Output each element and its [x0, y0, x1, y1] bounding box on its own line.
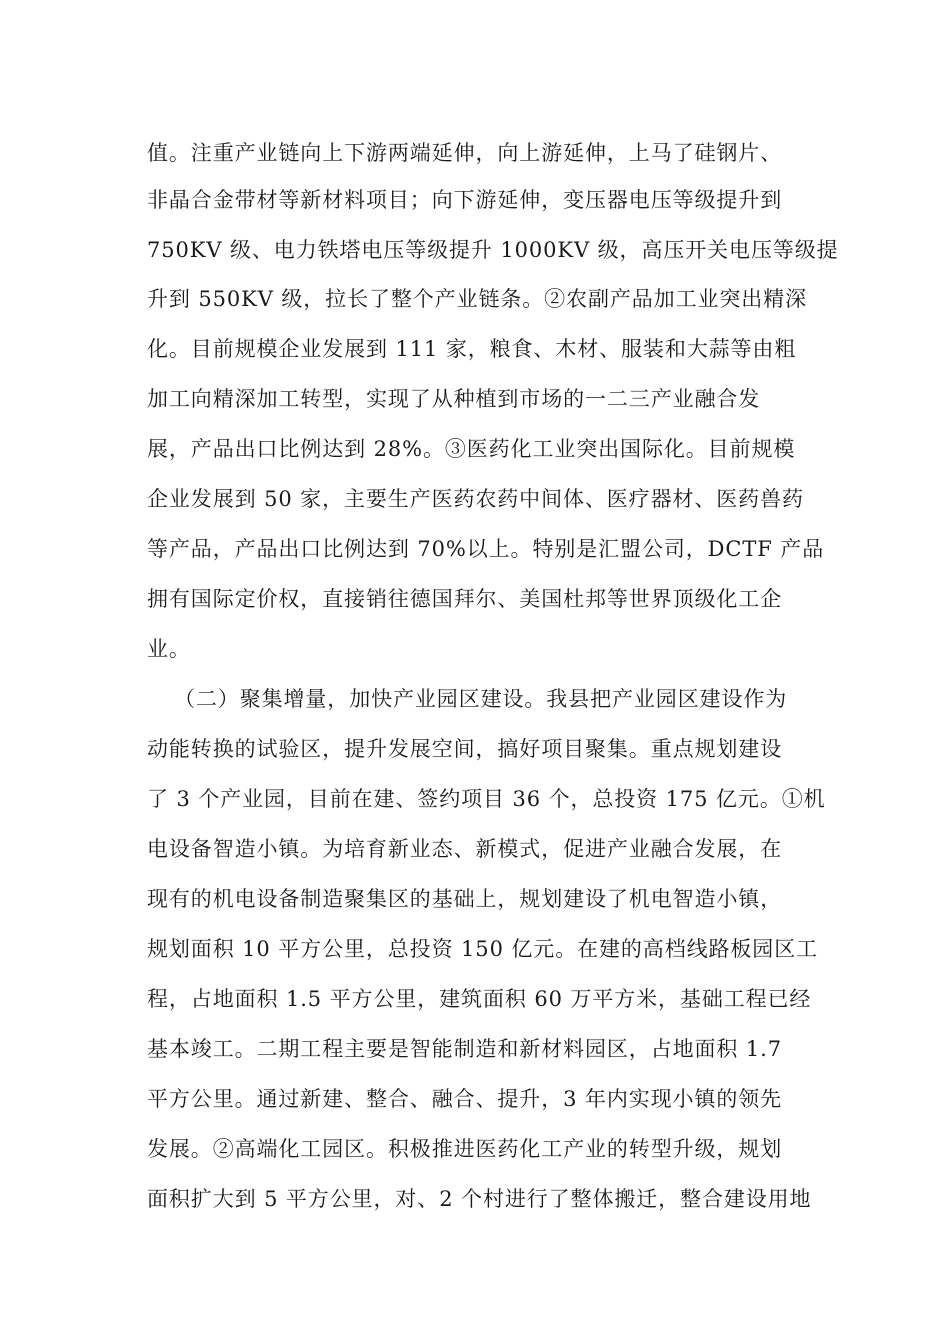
paragraph-line: 升到 550KV 级，拉长了整个产业链条。②农副产品加工业突出精深 — [147, 287, 807, 311]
paragraph-line: 等产品，产品出口比例达到 70%以上。特别是汇盟公司，DCTF 产品 — [147, 537, 825, 561]
paragraph-line: 规划面积 10 平方公里，总投资 150 亿元。在建的高档线路板园区工 — [147, 937, 819, 961]
paragraph-line: 现有的机电设备制造聚集区的基础上，规划建设了机电智造小镇， — [147, 887, 783, 911]
paragraph-line: 业。 — [147, 637, 191, 661]
paragraph-line: 企业发展到 50 家，主要生产医药农药中间体、医疗器材、医药兽药 — [147, 487, 804, 511]
paragraph-line: 加工向精深加工转型，实现了从种植到市场的一二三产业融合发 — [147, 387, 761, 411]
paragraph-line: 程，占地面积 1.5 平方公里，建筑面积 60 万平方米，基础工程已经 — [147, 987, 812, 1011]
paragraph-line: 平方公里。通过新建、整合、融合、提升，3 年内实现小镇的领先 — [147, 1087, 783, 1111]
paragraph-line: 非晶合金带材等新材料项目；向下游延伸，变压器电压等级提升到 — [147, 188, 783, 212]
paragraph-line: 面积扩大到 5 平方公里，对、2 个村进行了整体搬迁，整合建设用地 — [147, 1187, 812, 1211]
paragraph-line: 化。目前规模企业发展到 111 家，粮食、木材、服装和大蒜等由粗 — [147, 337, 797, 361]
paragraph-line: 发展。②高端化工园区。积极推进医药化工产业的转型升级，规划 — [147, 1137, 783, 1161]
paragraph-line: 基本竣工。二期工程主要是智能制造和新材料园区，占地面积 1.7 — [147, 1037, 782, 1061]
paragraph-line: 展，产品出口比例达到 28%。③医药化工业突出国际化。目前规模 — [147, 437, 796, 461]
paragraph-line: 电设备智造小镇。为培育新业态、新模式，促进产业融合发展，在 — [147, 837, 783, 861]
paragraph-line: 值。注重产业链向上下游两端延伸，向上游延伸，上马了硅钢片、 — [147, 141, 783, 165]
paragraph-line: 动能转换的试验区，提升发展空间，搞好项目聚集。重点规划建设 — [147, 737, 783, 761]
paragraph-line: 拥有国际定价权，直接销往德国拜尔、美国杜邦等世界顶级化工企 — [147, 587, 783, 611]
paragraph-line: 750KV 级、电力铁塔电压等级提升 1000KV 级，高压开关电压等级提 — [147, 238, 839, 262]
paragraph-line: 了 3 个产业园，目前在建、签约项目 36 个，总投资 175 亿元。①机 — [147, 787, 826, 811]
paragraph-line-indented: （二）聚集增量，加快产业园区建设。我县把产业园区建设作为 — [174, 687, 788, 711]
